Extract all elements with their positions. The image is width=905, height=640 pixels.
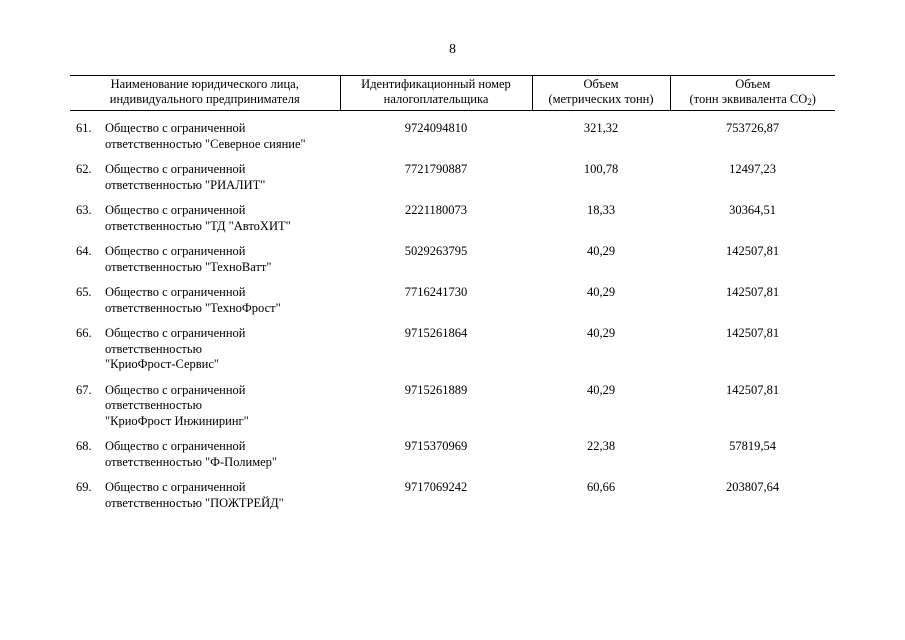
entity-name-line: Общество с ограниченной: [105, 203, 246, 217]
volume-metric-cell: 40,29: [586, 326, 616, 340]
row-number: 61.: [76, 121, 92, 135]
volume-co2-cell: 753726,87: [725, 121, 780, 135]
entity-name-cell: [70, 285, 340, 326]
entity-name: [105, 162, 340, 193]
table-row: [70, 285, 835, 326]
volume-co2-cell: 57819,54: [729, 439, 776, 453]
inn-cell: 9715261864: [404, 326, 468, 340]
inn-cell: 9724094810: [404, 121, 468, 135]
entity-name-line: ответственностью: [105, 398, 202, 412]
entity-name: [105, 203, 340, 234]
table-row: [70, 244, 835, 285]
entity-name-line: Общество с ограниченной: [105, 244, 246, 258]
volume-co2-cell: 142507,81: [725, 326, 780, 340]
table-row: [70, 326, 835, 383]
entity-name: [105, 439, 340, 470]
volume-metric-cell: 60,66: [586, 480, 616, 494]
volume-metric-cell: 321,32: [583, 121, 619, 135]
row-number: 69.: [76, 480, 92, 494]
inn-cell: 9715261889: [404, 382, 468, 397]
entity-name-line: ответственностью "Северное сияние": [105, 136, 306, 151]
header-volume-metric-tons: Объем (метрических тонн): [532, 76, 670, 111]
entity-name-line: "КриоФрост-Сервис": [105, 357, 220, 371]
entity-name: [105, 121, 340, 152]
row-number: 66.: [76, 326, 92, 340]
entity-name: [105, 326, 340, 373]
inn-cell: 2221180073: [404, 203, 468, 217]
entity-name-cell: [70, 203, 340, 244]
entity-name-line: ответственностью "ТехноВатт": [105, 259, 272, 274]
header-volume-co2-equivalent: Объем (тонн эквивалента $СО_2$): [670, 76, 835, 111]
entity-name: [105, 285, 340, 316]
entity-name: [105, 480, 340, 511]
volume-co2-cell: 142507,81: [725, 244, 780, 258]
row-number: 65.: [76, 285, 92, 299]
entity-name-cell: [70, 480, 340, 521]
entity-name-line: Общество с ограниченной: [105, 326, 246, 340]
row-number: 63.: [76, 203, 92, 217]
volume-metric-cell: 22,38: [586, 439, 616, 453]
volume-metric-cell: 18,33: [586, 203, 616, 217]
volume-co2-cell: 30364,51: [729, 203, 776, 217]
entity-name-line: ответственностью "ПОЖТРЕЙД": [105, 495, 284, 510]
inn-cell: 7716241730: [404, 285, 468, 299]
entity-name-line: "КриоФрост Инжиниринг": [105, 413, 249, 428]
entity-name-line: ответственностью "ТД "АвтоХИТ": [105, 218, 291, 233]
volume-metric-cell: 100,78: [583, 162, 619, 176]
entity-name-cell: [70, 383, 340, 440]
entity-name-line: ответственностью "РИАЛИТ": [105, 177, 266, 192]
table-row: [70, 439, 835, 480]
entity-name-cell: [70, 439, 340, 480]
volume-co2-cell: 12497,23: [729, 162, 776, 176]
volume-metric-cell: 40,29: [586, 382, 616, 397]
table-body: [70, 111, 835, 522]
entity-name-line: Общество с ограниченной: [105, 382, 246, 397]
entity-name-line: Общество с ограниченной: [105, 439, 246, 453]
page-number: 8: [449, 42, 456, 57]
entity-name-line: ответственностью "ТехноФрост": [105, 300, 281, 315]
entity-name: [105, 244, 340, 275]
table-header: [70, 76, 835, 111]
entity-name-line: Общество с ограниченной: [105, 285, 246, 299]
header-inn: Идентификационный номер налогоплательщика: [340, 76, 532, 111]
emissions-table: [70, 75, 835, 521]
entity-name-cell: [70, 326, 340, 383]
table-row: [70, 480, 835, 521]
entity-name-line: ответственностью "Ф-Полимер": [105, 454, 278, 469]
entity-name-line: Общество с ограниченной: [105, 162, 246, 176]
entity-name-cell: [70, 244, 340, 285]
table-row: [70, 203, 835, 244]
entity-name-line: ответственностью: [105, 341, 202, 356]
inn-cell: 5029263795: [404, 244, 468, 258]
table-row: [70, 383, 835, 440]
header-entity-name: Наименование юридического лица, индивидуального предпринимателя: [70, 76, 340, 111]
inn-cell: 9715370969: [404, 439, 468, 453]
inn-cell: 7721790887: [404, 162, 468, 176]
row-number: 64.: [76, 244, 92, 258]
row-number: 62.: [76, 162, 92, 176]
row-number: 67.: [76, 382, 92, 397]
volume-co2-cell: 142507,81: [725, 382, 780, 397]
entity-name-line: Общество с ограниченной: [105, 480, 246, 494]
volume-co2-cell: 142507,81: [725, 285, 780, 299]
volume-metric-cell: 40,29: [586, 285, 616, 299]
entity-name: [105, 383, 340, 430]
inn-cell: 9717069242: [404, 480, 468, 494]
volume-metric-cell: 40,29: [586, 244, 616, 258]
table-row: [70, 121, 835, 162]
entity-name-cell: [70, 121, 340, 162]
entity-name-line: Общество с ограниченной: [105, 121, 246, 135]
entity-name-cell: [70, 162, 340, 203]
volume-co2-cell: 203807,64: [725, 480, 780, 494]
row-number: 68.: [76, 439, 92, 453]
table-row: [70, 162, 835, 203]
